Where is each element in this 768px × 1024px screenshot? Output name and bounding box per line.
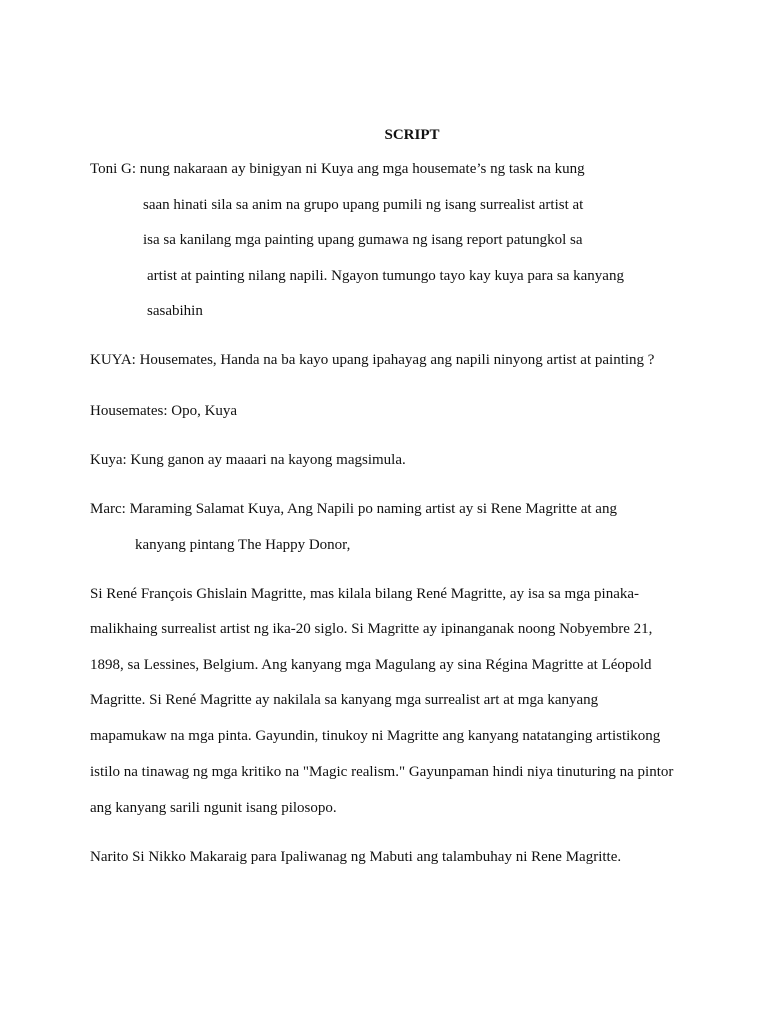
script-line: Narito Si Nikko Makaraig para Ipaliwanag ng Mabuti ang talambuhay ni Rene Magritte. — [90, 849, 622, 865]
script-line: sasabihin — [147, 303, 203, 319]
paragraph-line: malikhaing surrealist artist ng ika-20 siglo. Si Magritte ay ipinanganak noong Nobyembre 21, — [90, 621, 653, 637]
script-line: Toni G: nung nakaraan ay binigyan ni Kuya ang mga housemate’s ng task na kung — [90, 161, 585, 177]
script-line: saan hinati sila sa anim na grupo upang pumili ng isang surrealist artist at — [143, 197, 584, 213]
paragraph-line: mapamukaw na mga pinta. Gayundin, tinukoy ni Magritte ang kanyang natatanging artistikong — [90, 728, 661, 744]
script-line: KUYA: Housemates, Handa na ba kayo upang ipahayag ang napili ninyong artist at painting ? — [90, 352, 655, 368]
paragraph-line: Si René François Ghislain Magritte, mas kilala bilang René Magritte, ay isa sa mga pinaka- — [90, 586, 640, 602]
script-line: kanyang pintang The Happy Donor, — [135, 537, 351, 553]
script-line: artist at painting nilang napili. Ngayon tumungo tayo kay kuya para sa kanyang — [147, 268, 624, 284]
paragraph-line: 1898, sa Lessines, Belgium. Ang kanyang mga Magulang ay sina Régina Magritte at Léopold — [90, 657, 652, 673]
paragraph-line: ang kanyang sarili ngunit isang pilosopo. — [90, 800, 337, 816]
paragraph-line: Magritte. Si René Magritte ay nakilala sa kanyang mga surrealist art at mga kanyang — [90, 692, 599, 708]
script-line: Marc: Maraming Salamat Kuya, Ang Napili po naming artist ay si Rene Magritte at ang — [90, 501, 617, 517]
script-line: Kuya: Kung ganon ay maaari na kayong magsimula. — [90, 452, 406, 468]
page-title: SCRIPT — [384, 127, 440, 143]
script-line: isa sa kanilang mga painting upang gumawa ng isang report patungkol sa — [143, 232, 583, 248]
script-line: Housemates: Opo, Kuya — [90, 403, 238, 419]
paragraph-line: istilo na tinawag ng mga kritiko na "Magic realism." Gayunpaman hindi niya tinuturing na pintor — [90, 764, 674, 780]
